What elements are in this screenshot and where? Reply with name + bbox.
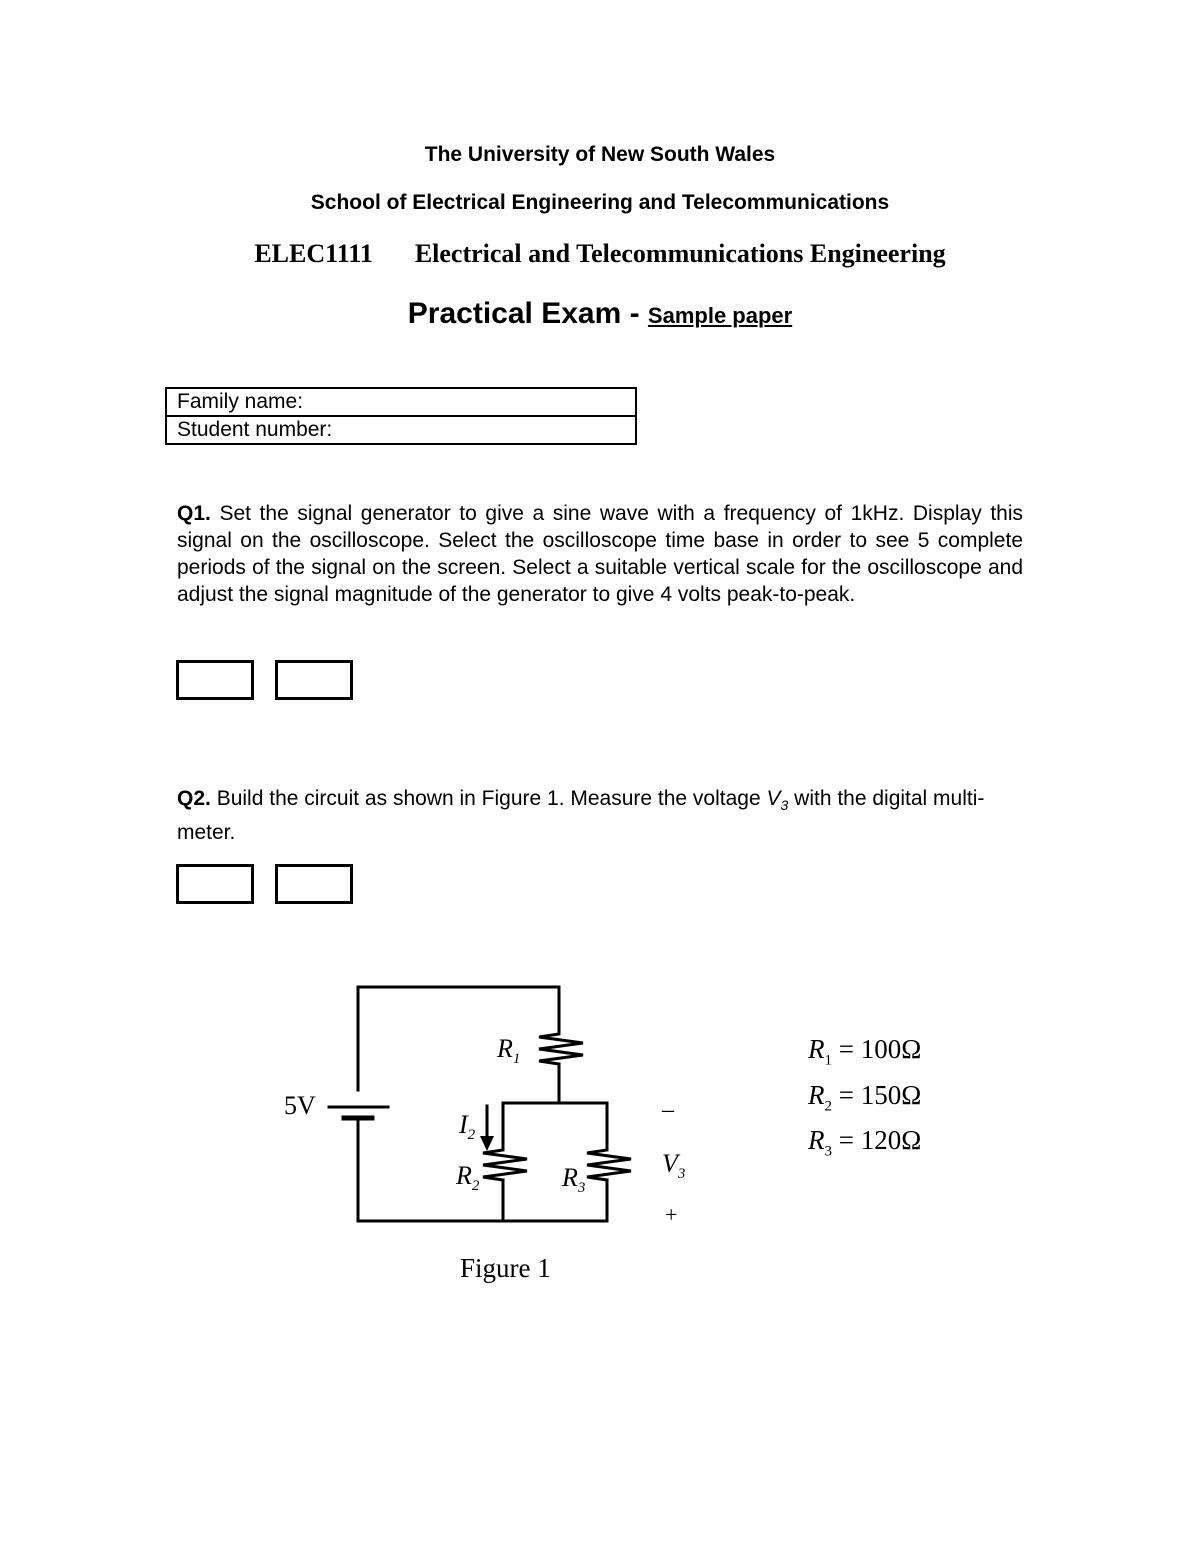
r2-label: $R_2$ xyxy=(456,1161,480,1194)
university-title: The University of New South Wales xyxy=(424,143,776,166)
course-name: Electrical and Telecommunications Engineering xyxy=(414,239,946,268)
source-label: 5V xyxy=(284,1091,316,1120)
equation-r1: $R_1 = 100\Omega$ xyxy=(808,1034,922,1069)
wire-top xyxy=(358,987,559,1090)
v3-plus-sign: + xyxy=(665,1202,678,1227)
i2-label: $I_2$ xyxy=(459,1110,476,1143)
question-1-text: Set the signal generator to give a sine wave with a frequency of 1kHz. Display this signal on the oscilloscope. Select the oscilloscope time base in order to see 5 complete periods of the signal on the screen. Select a suitable vertical scale for the oscilloscope and adjust the signal magnitude of the generator to give 4 volts peak-to-peak. xyxy=(177,502,1023,606)
exam-subtitle: Sample paper xyxy=(647,303,793,328)
v3-label: $V_3$ xyxy=(662,1149,686,1182)
family-name-field[interactable]: Family name: xyxy=(166,388,636,416)
question-1-label: Q1. xyxy=(177,502,211,525)
resistor-r2 xyxy=(483,1146,527,1180)
student-number-field[interactable]: Student number: xyxy=(166,416,636,444)
current-arrow-icon xyxy=(480,1136,494,1151)
question-2-text-before: Build the circuit as shown in Figure 1. Measure the voltage xyxy=(216,787,767,810)
equation-r2: $R_2 = 150\Omega$ xyxy=(808,1080,922,1115)
course-code: ELEC1111 xyxy=(254,239,373,268)
resistor-r3 xyxy=(587,1146,631,1180)
voltage-symbol: $V_3$ xyxy=(766,787,789,814)
exam-title-text: Practical Exam - xyxy=(407,297,648,330)
v3-minus-sign: – xyxy=(662,1097,674,1123)
question-2-text-after: with the digital multi-meter. xyxy=(177,787,985,845)
question-2-label: Q2. xyxy=(177,787,211,810)
r1-label: $R_1$ xyxy=(497,1034,521,1067)
figure-caption: Figure 1 xyxy=(460,1253,551,1283)
equation-r3: $R_3 = 120\Omega$ xyxy=(808,1125,922,1160)
r3-label: $R_3$ xyxy=(562,1163,586,1196)
school-title: School of Electrical Engineering and Telecommunications xyxy=(310,191,890,214)
resistor-r1 xyxy=(539,1030,583,1064)
